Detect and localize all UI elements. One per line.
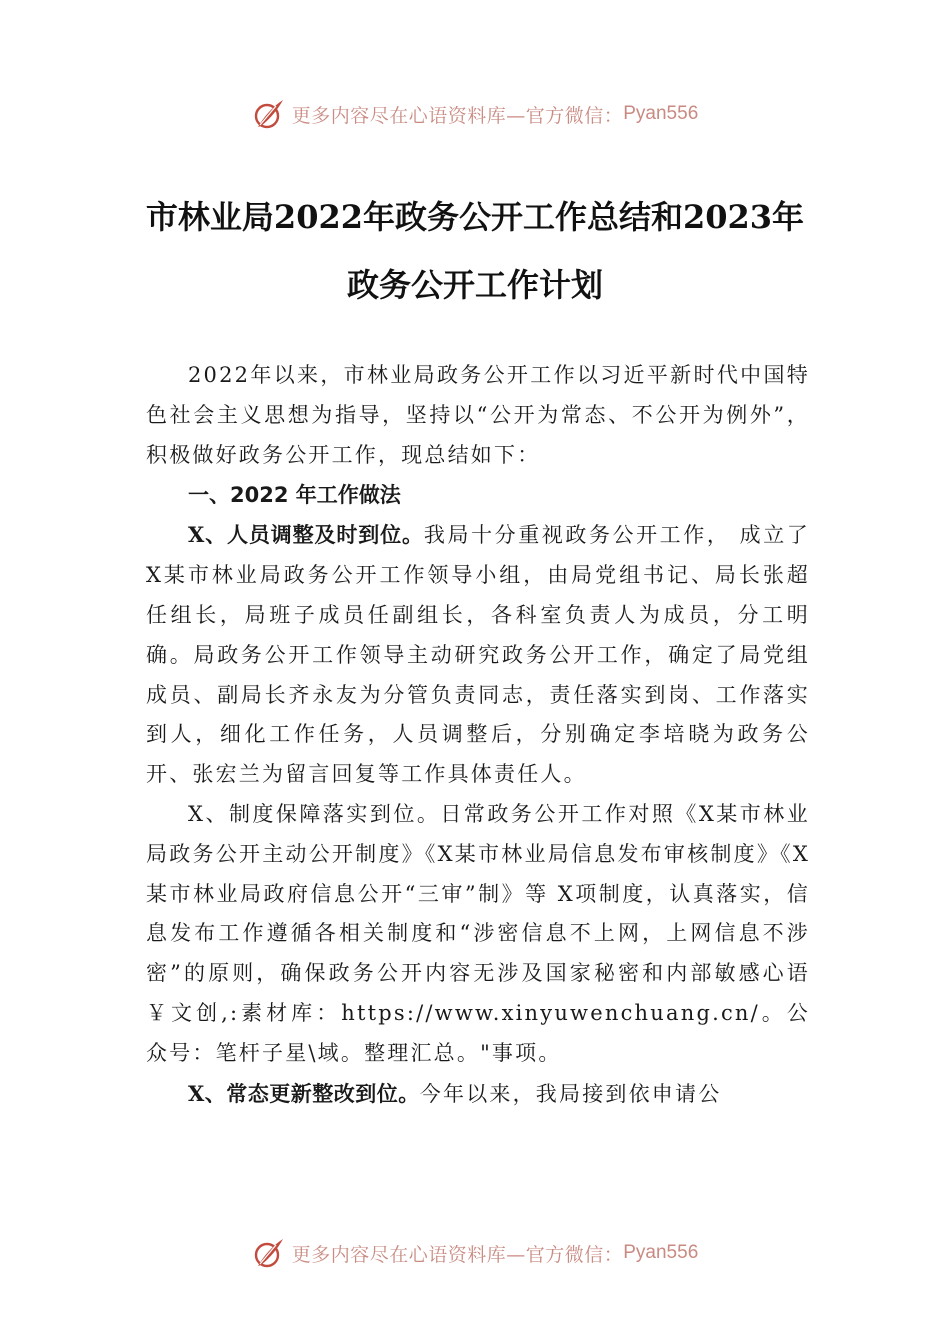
quill-logo-icon <box>252 1236 286 1270</box>
paragraph-text: X、制度保障落实到位。日常政务公开工作对照《X某市林业局政务公开主动公开制度》《X某市林业局信息发布审核制度》《X某市林业局政府信息公开“三审”制》等 X项制度，认真落实，信息发布工作遵循各相关制度和“涉密信息不上网，上网信息不涉密”的原则，确保政务公开内容无涉及国家秘密和内部敏感心语￥文创,:素材库：https://www.xinyuwenchuang.cn/。公众号：笔杆子星\域。整理汇总。"事项。 <box>146 801 810 1065</box>
quill-logo-icon <box>252 97 286 131</box>
body-paragraph-1 <box>146 515 810 795</box>
watermark-text: 更多内容尽在心语资料库—官方微信： <box>291 104 624 127</box>
watermark-id: Pyan556 <box>623 1242 699 1263</box>
paragraph-lead: X、常态更新整改到位。 <box>188 1080 420 1106</box>
watermark-id: Pyan556 <box>623 103 699 124</box>
intro-text: 2022年以来，市林业局政务公开工作以习近平新时代中国特色社会主义思想为指导，坚持以“公开为常态、不公开为例外”，积极做好政务公开工作，现总结如下： <box>146 363 810 467</box>
document-body <box>146 356 810 1114</box>
watermark-banner-top <box>0 94 950 134</box>
section-heading: 一、2022 年工作做法 <box>188 483 401 508</box>
intro-paragraph <box>146 356 810 475</box>
document-title: 市林业局2022年政务公开工作总结和2023年政务公开工作计划 <box>145 198 805 304</box>
paragraph-text: 今年以来，我局接到依申请公 <box>419 1081 722 1106</box>
paragraph-lead: X、人员调整及时到位。 <box>188 522 424 548</box>
watermark-text: 更多内容尽在心语资料库—官方微信： <box>291 1243 624 1266</box>
body-paragraph-2 <box>146 795 810 1074</box>
body-paragraph-3 <box>146 1074 810 1115</box>
paragraph-text: 我局十分重视政务公开工作， 成立了 X某市林业局政务公开工作领导小组，由局党组书记、局长张超任组长，局班子成员任副组长，各科室负责人为成员，分工明确。局政务公开工作领导主动研究政务公开工作，确定了局党组成员、副局长齐永友为分管负责同志，责任落实到岗、工作落实到人，细化工作任务，人员调整后，分别确定李培晓为政务公开、张宏兰为留言回复等工作具体责任人。 <box>146 523 810 787</box>
watermark-banner-bottom <box>0 1233 950 1273</box>
